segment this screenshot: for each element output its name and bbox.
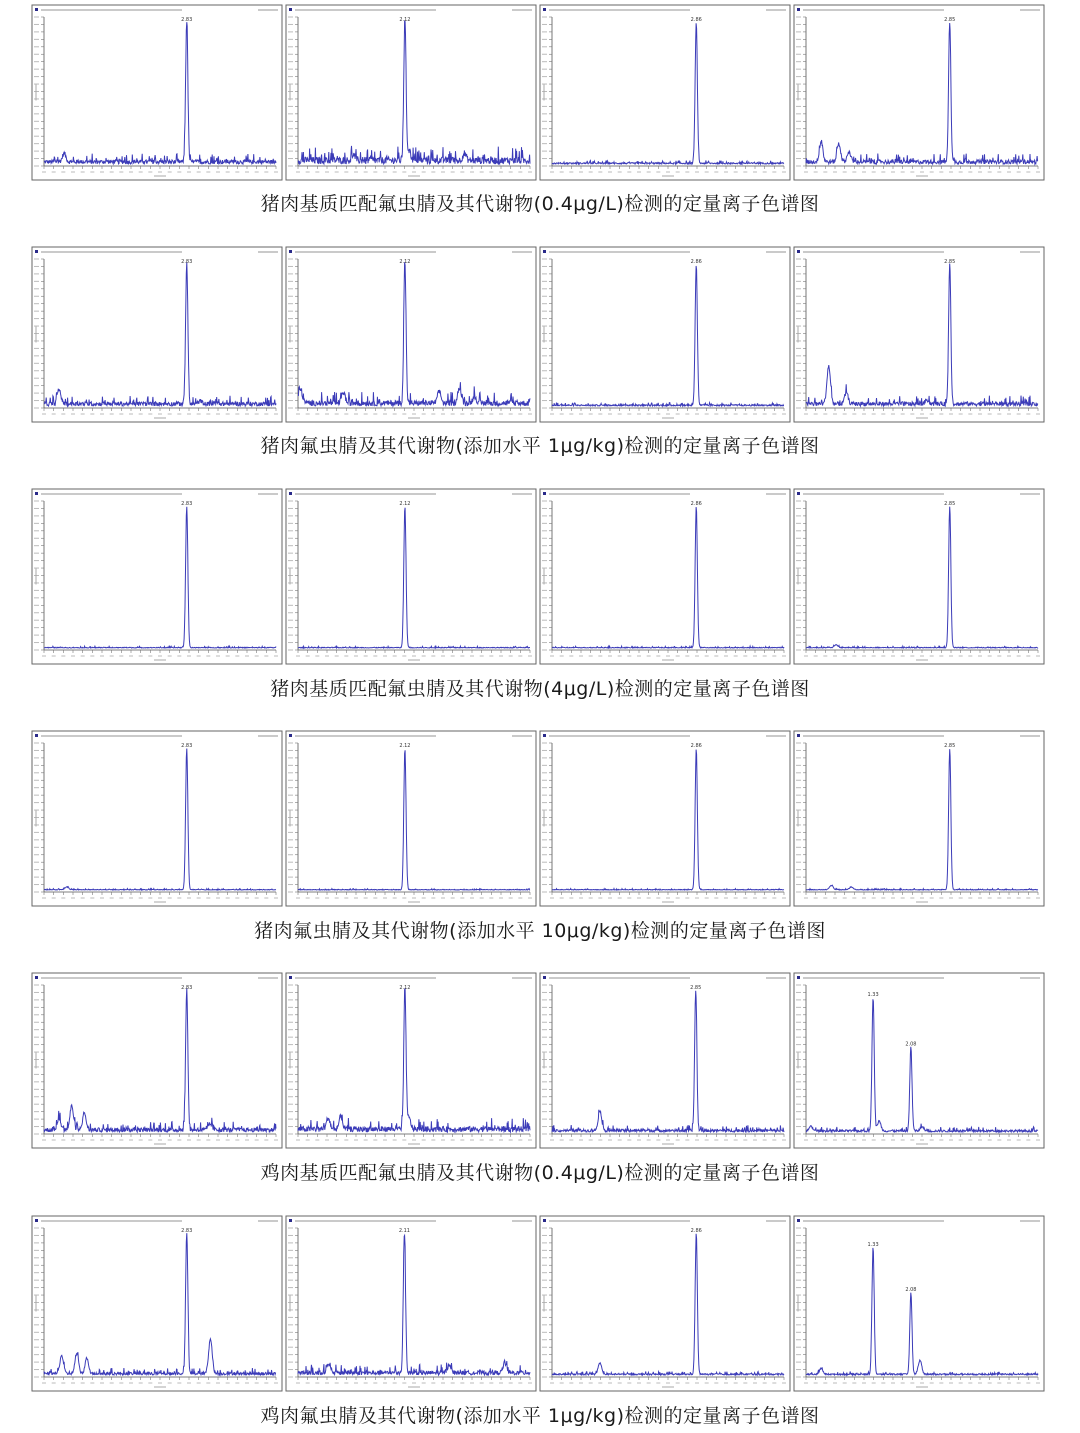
panel-frame <box>794 731 1044 906</box>
header-marker-icon <box>289 8 292 11</box>
panel-frame <box>32 489 282 664</box>
retention-time-label: 2.86 <box>690 743 702 749</box>
panel-frame <box>32 247 282 422</box>
panel-r6-c1 <box>32 1216 282 1391</box>
header-marker-icon <box>35 250 38 253</box>
header-marker-icon <box>35 976 38 979</box>
header-marker-icon <box>289 1219 292 1222</box>
retention-time-label-2: 2.08 <box>905 1041 917 1048</box>
header-marker-icon <box>289 492 292 495</box>
retention-time-label: 2.12 <box>399 259 411 265</box>
header-marker-icon <box>797 250 800 253</box>
header-marker-icon <box>289 734 292 737</box>
panel-frame <box>540 247 790 422</box>
panel-r6-c2 <box>286 1216 536 1391</box>
retention-time-label: 2.83 <box>181 1228 193 1234</box>
panel-frame <box>540 5 790 180</box>
retention-time-label-2: 2.08 <box>905 1287 917 1294</box>
retention-time-label: 2.86 <box>690 259 702 265</box>
retention-time-label: 2.83 <box>181 501 193 507</box>
retention-time-label: 2.85 <box>690 985 702 991</box>
panel-r4-c4 <box>794 731 1044 906</box>
caption-row-5: 鸡肉基质匹配氟虫腈及其代谢物(0.4μg/L)检测的定量离子色谱图 <box>260 1162 820 1184</box>
panel-r5-c2 <box>286 973 536 1148</box>
panel-frame <box>286 731 536 906</box>
panel-r2-c4 <box>794 247 1044 422</box>
panel-r3-c3 <box>540 489 790 664</box>
panel-frame <box>540 489 790 664</box>
retention-time-label: 2.11 <box>398 1228 410 1234</box>
panel-r1-c4 <box>794 5 1044 180</box>
header-marker-icon <box>35 734 38 737</box>
panel-frame <box>32 5 282 180</box>
caption-row-3: 猪肉基质匹配氟虫腈及其代谢物(4μg/L)检测的定量离子色谱图 <box>270 678 810 700</box>
header-marker-icon <box>543 492 546 495</box>
panel-r4-c3 <box>540 731 790 906</box>
panel-r3-c2 <box>286 489 536 664</box>
panel-r2-c3 <box>540 247 790 422</box>
panel-r5-c1 <box>32 973 282 1148</box>
header-marker-icon <box>543 734 546 737</box>
header-marker-icon <box>289 976 292 979</box>
retention-time-label: 2.12 <box>399 985 411 991</box>
retention-time-label: 2.85 <box>944 743 956 749</box>
panel-frame <box>540 973 790 1148</box>
retention-time-label: 1.33 <box>867 992 879 999</box>
header-marker-icon <box>35 8 38 11</box>
panel-frame <box>286 489 536 664</box>
retention-time-label: 2.86 <box>690 1228 702 1234</box>
caption-row-1: 猪肉基质匹配氟虫腈及其代谢物(0.4μg/L)检测的定量离子色谱图 <box>260 193 820 215</box>
panel-frame <box>794 973 1044 1148</box>
caption-row-6: 鸡肉氟虫腈及其代谢物(添加水平 1μg/kg)检测的定量离子色谱图 <box>260 1405 820 1427</box>
panel-frame <box>540 1216 790 1391</box>
panel-r1-c2 <box>286 5 536 180</box>
panel-r4-c1 <box>32 731 282 906</box>
header-marker-icon <box>797 8 800 11</box>
retention-time-label: 2.83 <box>181 743 193 749</box>
panel-r5-c4 <box>794 973 1044 1148</box>
retention-time-label: 2.83 <box>181 985 193 991</box>
panel-r3-c1 <box>32 489 282 664</box>
header-marker-icon <box>797 976 800 979</box>
header-marker-icon <box>35 1219 38 1222</box>
panel-r5-c3 <box>540 973 790 1148</box>
panel-r2-c1 <box>32 247 282 422</box>
header-marker-icon <box>543 8 546 11</box>
panel-frame <box>32 1216 282 1391</box>
panel-r6-c4 <box>794 1216 1044 1391</box>
retention-time-label: 2.86 <box>690 17 702 23</box>
panel-r6-c3 <box>540 1216 790 1391</box>
retention-time-label: 2.12 <box>399 501 411 507</box>
header-marker-icon <box>797 492 800 495</box>
panel-r1-c1 <box>32 5 282 180</box>
retention-time-label: 2.12 <box>399 17 411 23</box>
retention-time-label: 1.33 <box>867 1242 879 1249</box>
header-marker-icon <box>543 250 546 253</box>
retention-time-label: 2.85 <box>944 501 956 507</box>
header-marker-icon <box>35 492 38 495</box>
retention-time-label: 2.85 <box>944 259 956 265</box>
retention-time-label: 2.85 <box>944 17 956 23</box>
retention-time-label: 2.83 <box>181 259 193 265</box>
panel-r3-c4 <box>794 489 1044 664</box>
panel-frame <box>794 5 1044 180</box>
retention-time-label: 2.12 <box>399 743 411 749</box>
header-marker-icon <box>543 1219 546 1222</box>
header-marker-icon <box>543 976 546 979</box>
panel-r2-c2 <box>286 247 536 422</box>
header-marker-icon <box>289 250 292 253</box>
panel-frame <box>794 489 1044 664</box>
panel-r1-c3 <box>540 5 790 180</box>
caption-row-2: 猪肉氟虫腈及其代谢物(添加水平 1μg/kg)检测的定量离子色谱图 <box>260 435 820 457</box>
header-marker-icon <box>797 734 800 737</box>
caption-row-4: 猪肉氟虫腈及其代谢物(添加水平 10μg/kg)检测的定量离子色谱图 <box>254 920 826 942</box>
retention-time-label: 2.86 <box>690 501 702 507</box>
header-marker-icon <box>797 1219 800 1222</box>
retention-time-label: 2.83 <box>181 17 193 23</box>
panel-frame <box>32 731 282 906</box>
panel-frame <box>540 731 790 906</box>
panel-r4-c2 <box>286 731 536 906</box>
